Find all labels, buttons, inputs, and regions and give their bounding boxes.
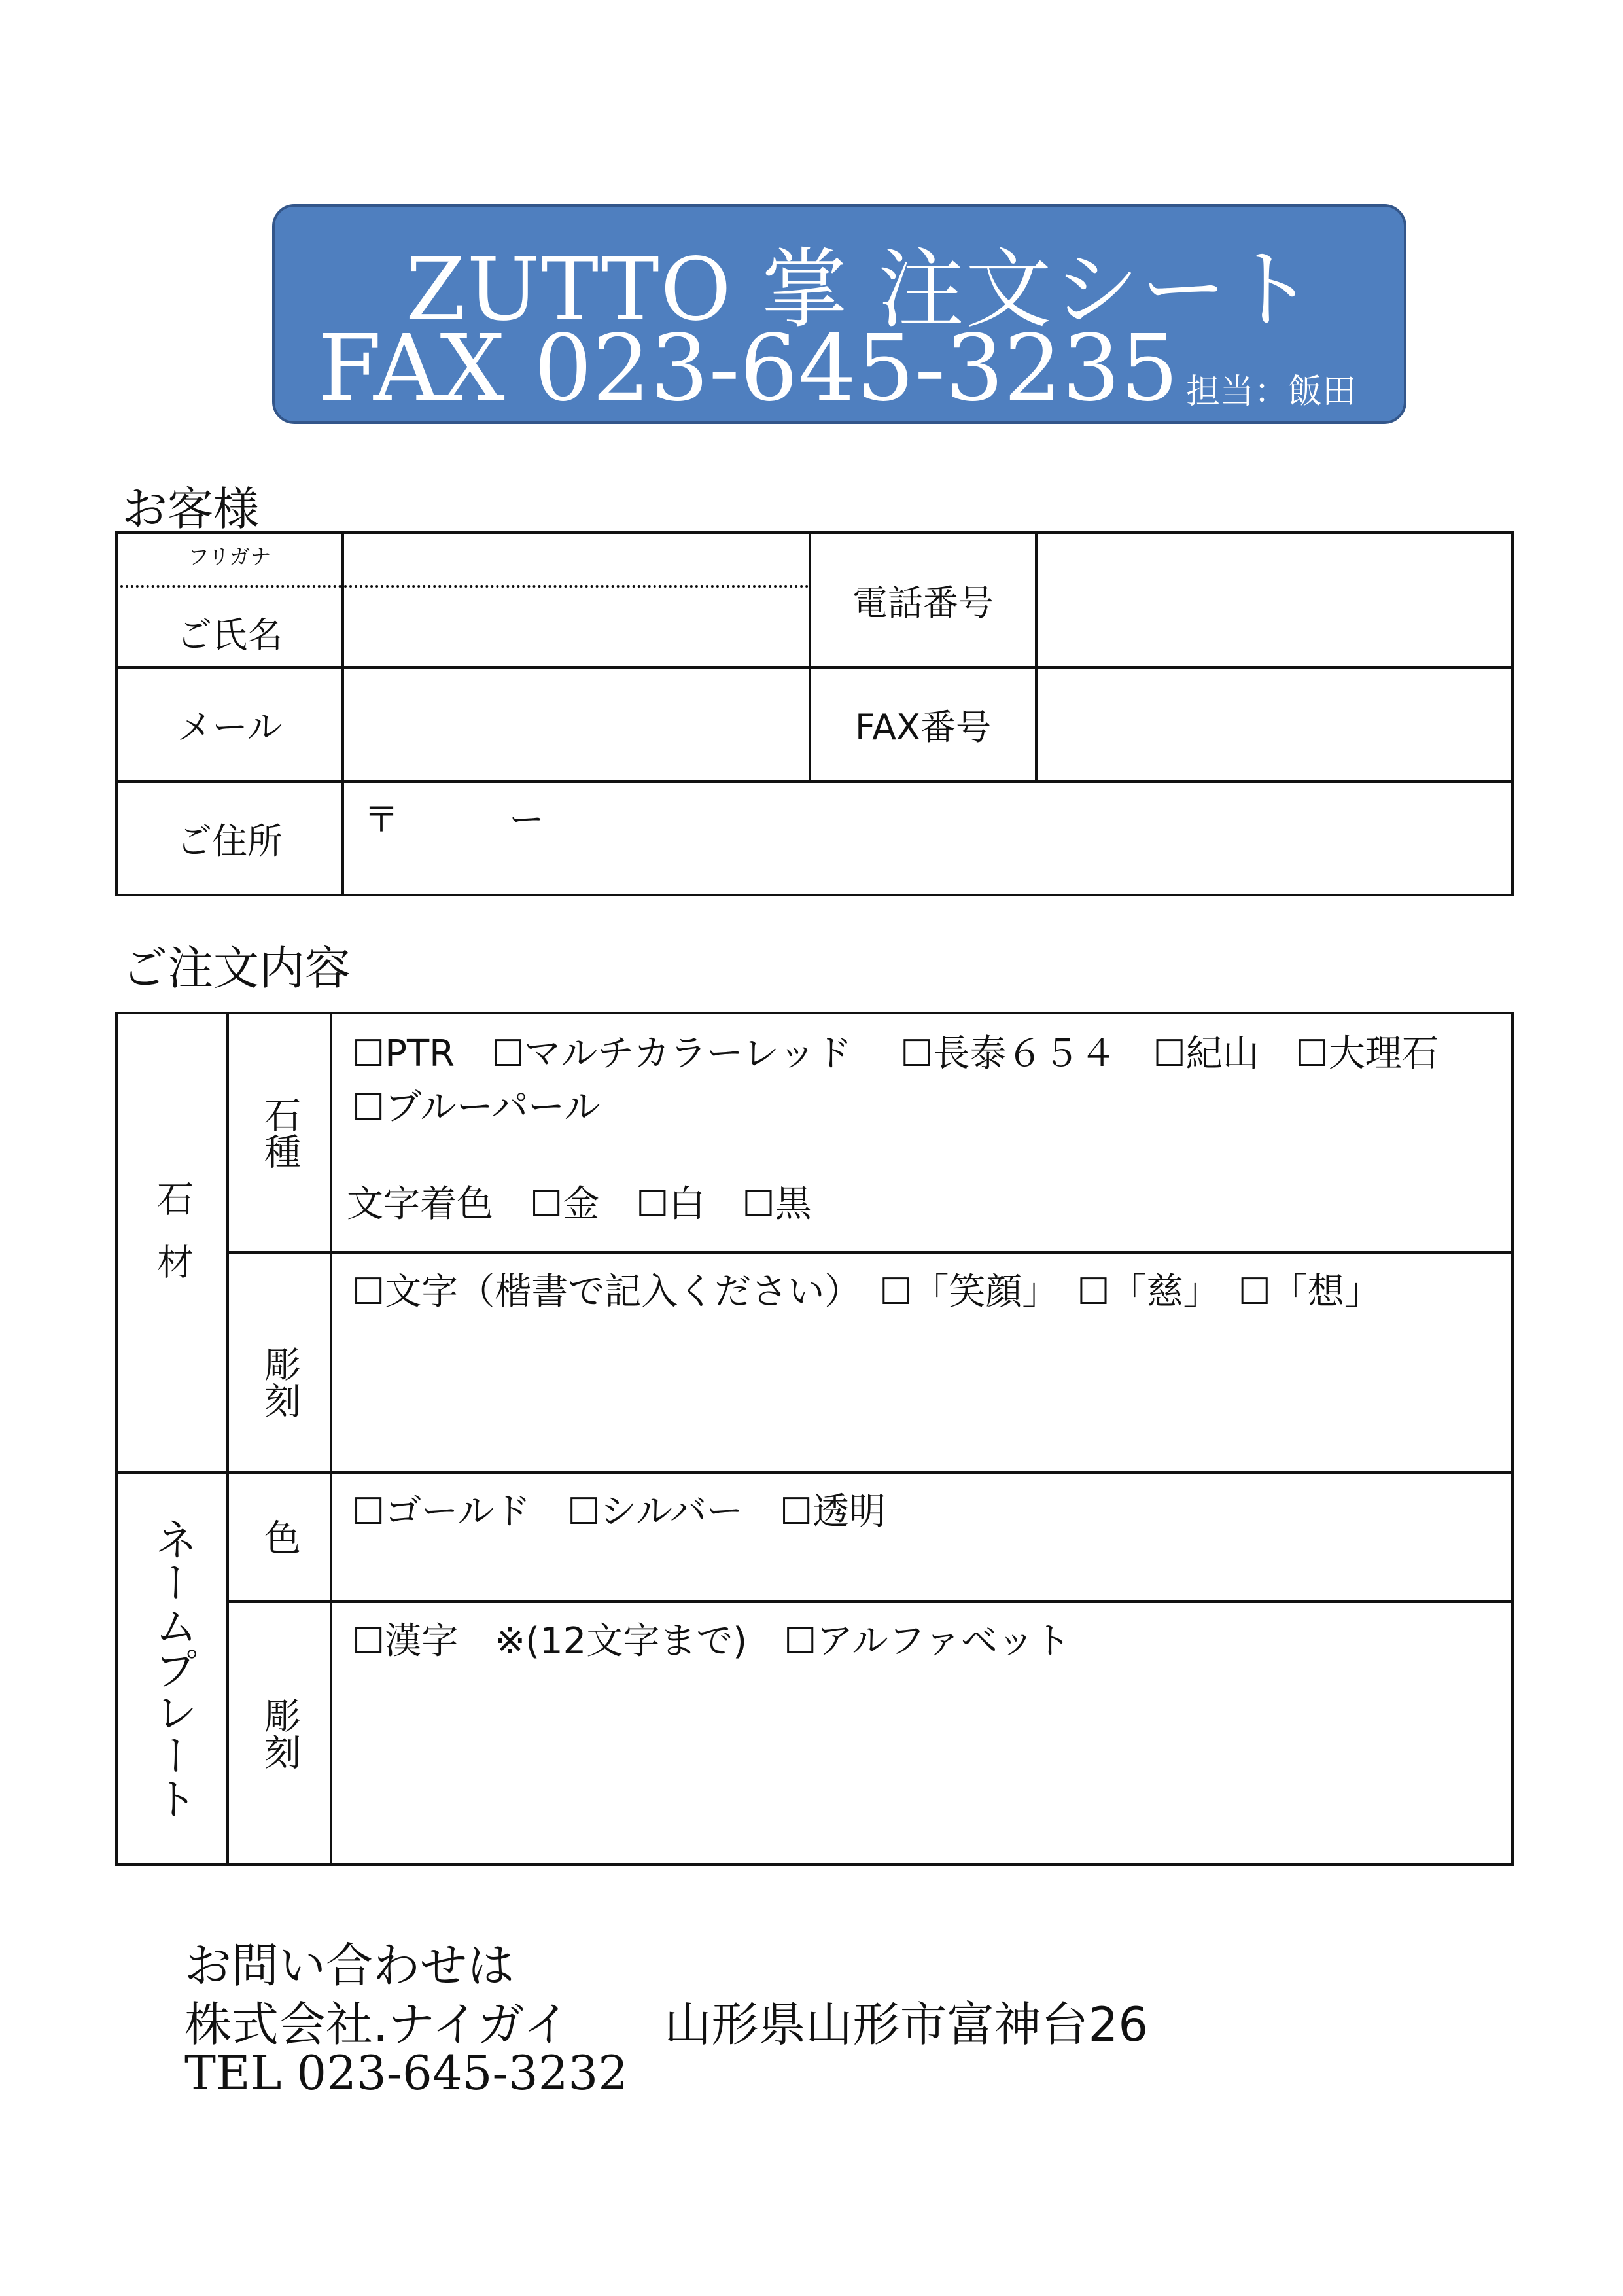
name-label-cell — [116, 533, 343, 667]
customer-section-title: お客様 — [122, 482, 259, 536]
furigana-label: フリガナ — [188, 544, 271, 569]
zip-mark: 〒 — [364, 799, 399, 840]
letter-color-options[interactable]: 文字着色 ☐金 ☐白 ☐黒 — [347, 1183, 812, 1226]
customer-table — [115, 531, 1514, 896]
footer-inquiry: お問い合わせは — [184, 1938, 515, 1993]
fax-number: FAX 023-645-3235 — [318, 315, 1179, 422]
order-table — [115, 1012, 1514, 1866]
contact-person: 担当：飯田 — [1186, 372, 1357, 412]
fax-label: FAX番号 — [810, 667, 1036, 781]
phone-input-cell[interactable] — [1036, 533, 1512, 667]
order-section-title: ご注文内容 — [122, 942, 351, 995]
fax-input-cell[interactable] — [1036, 667, 1512, 781]
color-options[interactable] — [331, 1472, 1512, 1602]
nameplate-category: ネームプレート — [116, 1472, 228, 1865]
engraving-options[interactable] — [331, 1252, 1512, 1472]
zip-dash: ー — [509, 799, 544, 840]
stone-category: 石材 — [116, 1013, 228, 1472]
stone-type-label: 石種 — [228, 1013, 331, 1252]
stone-type-options[interactable] — [331, 1013, 1512, 1252]
sheet-title: ZUTTO 掌 注文シート — [406, 239, 1316, 340]
header-banner — [272, 204, 1406, 424]
address-input-cell[interactable] — [343, 781, 1512, 895]
color-line[interactable]: ☐ゴールド ☐シルバー ☐透明 — [352, 1491, 886, 1533]
mail-label: メール — [116, 667, 343, 781]
name-input-cell[interactable] — [343, 533, 810, 667]
engraving-label: 彫刻 — [228, 1252, 331, 1472]
stone-type-line2[interactable]: ☐ブルーパール — [352, 1086, 601, 1129]
name-label: ご氏名 — [177, 614, 283, 656]
np-engraving-options[interactable] — [331, 1602, 1512, 1865]
furigana-divider-input — [344, 585, 809, 588]
address-label: ご住所 — [116, 781, 343, 895]
engraving-line[interactable]: ☐文字（楷書で記入ください） ☐「笑顔」 ☐「慈」 ☐「想」 — [352, 1271, 1381, 1313]
footer-company: 株式会社.ナイガイ 山形県山形市富神台26 — [184, 1997, 1149, 2052]
np-engraving-label: 彫刻 — [228, 1602, 331, 1865]
stone-type-line1[interactable]: ☐PTR ☐マルチカラーレッド ☐長泰６５４ ☐紀山 ☐大理石 — [352, 1033, 1439, 1075]
footer-tel: TEL 023-645-3232 — [184, 2045, 629, 2100]
phone-label: 電話番号 — [810, 533, 1036, 667]
furigana-divider — [120, 585, 341, 588]
color-label: 色 — [228, 1472, 331, 1602]
np-engraving-line[interactable]: ☐漢字 ※(12文字まで) ☐アルファベット — [352, 1620, 1071, 1663]
mail-input-cell[interactable] — [343, 667, 810, 781]
